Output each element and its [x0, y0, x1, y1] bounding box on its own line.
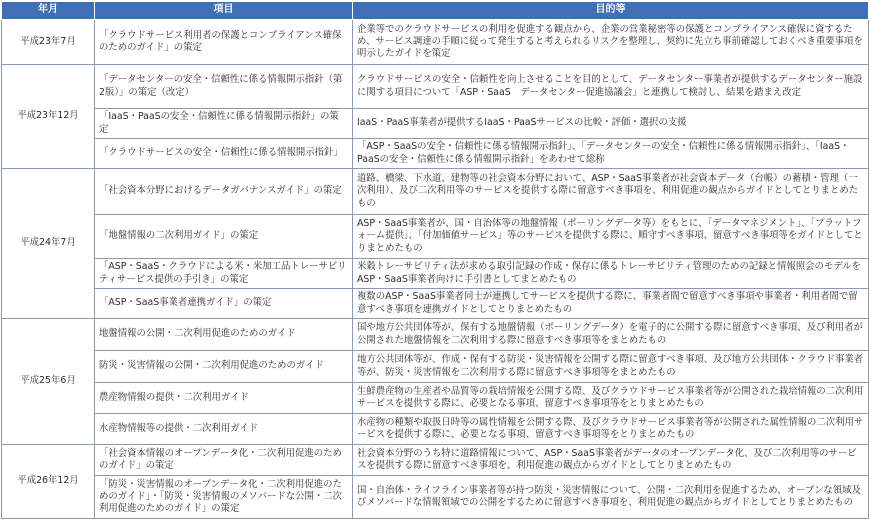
purpose-cell: 企業等でのクラウドサービスの利用を促進する観点から、企業の営業秘密等の保護とコンプライアンス確保に資するため、サービス調達の手順に従って発生すると考えられるリスクを整理し、契約に先立ち事前確認しておくべき重要事項を明示したガイドを策定 — [353, 20, 869, 65]
table-row — [2, 383, 869, 414]
purpose-cell: 道路、橋梁、下水道、建物等の社会資本分野において、ASP・SaaS事業者が社会資本データ（台帳）の蓄積・管理（一次利用）、及び二次利用等のサービスを提供する際に留意すべき事項を、利用促進の観点からガイドとしてとりまとめたもの — [353, 169, 869, 215]
item-cell: 「IaaS・PaaSの安全・信頼性に係る情報開示指針」の策定 — [95, 109, 353, 139]
table-row — [2, 414, 869, 445]
table-row — [2, 20, 869, 65]
table-row — [2, 351, 869, 383]
item-cell: 「ASP・SaaS事業者連携ガイド」の策定 — [95, 289, 353, 319]
purpose-cell: 複数のASP・SaaS事業者同士が連携してサービスを提供する際に、事業者間で留意すべき事項や事業者・利用者間で留意すべき事項を連携ガイドとしてとりまとめたもの — [353, 289, 869, 319]
header-year: 年月 — [2, 2, 95, 20]
item-cell: 「社会資本分野におけるデータガバナンスガイド」の策定 — [95, 169, 353, 215]
item-cell: 「クラウドサービス利用者の保護とコンプライアンス確保のためのガイド」の策定 — [95, 20, 353, 65]
table-row — [2, 65, 869, 109]
purpose-cell: クラウドサービスの安全・信頼性を向上させることを目的として、データセンター事業者が提供するデータセンター施設に関する項目について「ASP・SaaS データセンター促進協議会」と連携して検討し、結果を踏まえ改定 — [353, 65, 869, 109]
purpose-cell: 米穀トレーサビリティ法が求める取引記録の作成・保存に係るトレーサビリティ管理のための記録と情報照会のモデルをASP・SaaS事業者向けに手引書としてまとめたもの — [353, 259, 869, 289]
year-cell: 平成26年12月 — [2, 445, 95, 519]
item-cell: 「地盤情報の二次利用ガイド」の策定 — [95, 215, 353, 259]
header-item: 項目 — [95, 2, 353, 20]
table-row — [2, 476, 869, 519]
purpose-cell: 「ASP・SaaSの安全・信頼性に係る情報開示指針」、「データセンターの安全・信頼性に係る情報開示指針」、「IaaS・PaaSの安全・信頼性に係る情報開示指針」をあわせて総称 — [353, 139, 869, 169]
item-cell: 「クラウドサービスの安全・信頼性に係る情報開示指針」 — [95, 139, 353, 169]
purpose-cell: 水産物の種類や取扱日時等の属性情報を公開する際、及びクラウドサービス事業者等が公開された属性情報の二次利用サービスを提供する際に、必要となる事項、留意すべき事項等をとりまとめたもの — [353, 414, 869, 445]
table-row — [2, 169, 869, 215]
item-cell: 水産物情報等の提供・二次利用ガイド — [95, 414, 353, 445]
table-row — [2, 445, 869, 476]
purpose-cell: IaaS・PaaS事業者が提供するIaaS・PaaSサービスの比較・評価・選択の支援 — [353, 109, 869, 139]
year-cell: 平成23年7月 — [2, 20, 95, 65]
item-cell: 地盤情報の公開・二次利用促進のためのガイド — [95, 319, 353, 351]
table-row — [2, 109, 869, 139]
purpose-cell: 地方公共団体等が、作成・保有する防災・災害情報を公開する際に留意すべき事項、及び地方公共団体・クラウド事業者等が、防災・災害情報を二次利用する際に留意すべき事項等をまとめたもの — [353, 351, 869, 383]
table-row — [2, 259, 869, 289]
year-cell: 平成25年6月 — [2, 319, 95, 445]
table-row — [2, 319, 869, 351]
item-cell: 「社会資本情報のオープンデータ化・二次利用促進のためのガイド」の策定 — [95, 445, 353, 476]
item-cell: 「データセンターの安全・信頼性に係る情報開示指針（第2版）」の策定（改定） — [95, 65, 353, 109]
item-cell: 農産物情報の提供・二次利用ガイド — [95, 383, 353, 414]
purpose-cell: 国や地方公共団体等が、保有する地盤情報（ボーリングデータ）を電子的に公開する際に留意すべき事項、及び利用者が公開された地盤情報を二次利用する際に留意すべき事項等をまとめたもの — [353, 319, 869, 351]
purpose-cell: 生鮮農産物の生産者や品質等の栽培情報を公開する際、及びクラウドサービス事業者等が公開された栽培情報の二次利用サービスを提供する際に、必要となる事項、留意すべき事項等をとりまとめたもの — [353, 383, 869, 414]
guides-table — [1, 1, 869, 519]
purpose-cell: 国・自治体・ライフライン事業者等が持つ防災・災害情報について、公開・二次利用を促進するため、オープンな領域及びメソバードな情報領域での公開をするために留意すべき事項を、利用促進の観点からガイドとしてとりまとめたもの — [353, 476, 869, 519]
item-cell: 「ASP・SaaS・クラウドによる米・米加工品トレーサビリティサービス提供の手引き」の策定 — [95, 259, 353, 289]
year-cell: 平成24年7月 — [2, 169, 95, 319]
purpose-cell: 社会資本分野のうち特に道路情報について、ASP・SaaS事業者がデータのオープンデータ化、及び二次利用等のサービスを提供する際に留意すべき事項を、利用促進の観点からガイドとしてとりまとめたもの — [353, 445, 869, 476]
table-row — [2, 215, 869, 259]
header-purpose: 目的等 — [353, 2, 869, 20]
table-row — [2, 139, 869, 169]
item-cell: 防災・災害情報の公開・二次利用促進のためのガイド — [95, 351, 353, 383]
year-cell: 平成23年12月 — [2, 65, 95, 169]
header-row — [2, 2, 869, 20]
table-row — [2, 289, 869, 319]
purpose-cell: ASP・SaaS事業者が、国・自治体等の地盤情報（ボーリングデータ等）をもとに、「データマネジメント」、「プラットフォーム提供」、「付加価値サービス」等のサービスを提供する際に、順守すべき事項、留意すべき事項等をガイドとしてとりまとめたもの — [353, 215, 869, 259]
item-cell: 「防災・災害情報のオープンデータ化・二次利用促進のためのガイド」・「防災・災害情報のメソバードな公開・二次利用促進のためのガイド」の策定 — [95, 476, 353, 519]
